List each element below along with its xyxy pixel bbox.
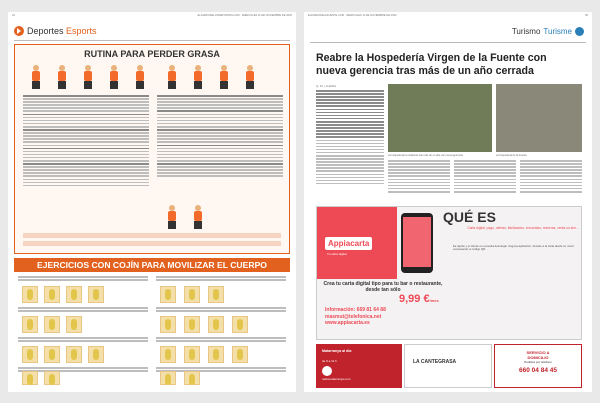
article-col xyxy=(520,160,582,194)
exercise-item xyxy=(18,276,148,282)
exercise-photo xyxy=(208,346,224,363)
routine-text-col xyxy=(23,95,149,188)
routine-box xyxy=(14,44,290,254)
exercise-figure xyxy=(107,65,121,89)
radio-web: radiomatarranya.com xyxy=(322,377,351,381)
routine-text-col xyxy=(157,95,283,179)
ad-contact xyxy=(325,307,386,327)
exercise-item xyxy=(18,337,148,343)
ad-description: Es rápido y el cliente no necesita descargar ninguna aplicación. Accede a la carta desde su móvil escaneando el código QR. xyxy=(453,244,574,252)
article-photo xyxy=(496,84,582,152)
running-head-text: ELDIARIODELOSDEPORTES.COM · MIÉRCOLES 11 DE NOVIEMBRE DE 2020 xyxy=(197,14,292,17)
divider xyxy=(310,42,586,43)
delivery-title: SERVICIO A xyxy=(526,350,550,355)
middle-ad-title: LA CANTEGRASA xyxy=(413,359,457,365)
page-number: 34 xyxy=(12,14,15,17)
delivery-phone: 660 04 84 45 xyxy=(519,367,557,374)
exercise-figure xyxy=(29,65,43,89)
middle-ad xyxy=(404,344,492,388)
exercises-title: EJERCICIOS CON COJÍN PARA MOVILIZAR EL CUERPO xyxy=(14,258,290,272)
exercise-photo xyxy=(184,286,200,303)
exercise-figure xyxy=(81,65,95,89)
exercise-photo xyxy=(88,286,104,303)
photo-caption: La hospedería de la Fuente. xyxy=(496,154,528,157)
exercise-photo xyxy=(160,371,176,385)
exercise-figure xyxy=(165,65,179,89)
exercise-figure xyxy=(191,205,205,229)
exercise-photo xyxy=(232,316,248,333)
ad-cta: Crea tu carta digital tipo para tu bar o restaurante, desde tan sólo xyxy=(323,281,443,293)
exercise-photo xyxy=(208,316,224,333)
section-header xyxy=(14,26,97,36)
page-number: 35 xyxy=(585,14,588,17)
ad-phone: Información: 669 81 64 88 xyxy=(325,307,386,313)
routine-title: RUTINA PARA PERDER GRASA xyxy=(84,49,220,59)
exercise-photo xyxy=(184,346,200,363)
ad-logo-sub: Tu carta digital xyxy=(327,252,347,256)
exercise-item xyxy=(18,307,148,313)
exercise-photo xyxy=(44,316,60,333)
radio-title: Matarranya al dia xyxy=(322,349,352,353)
exercise-photo xyxy=(66,286,82,303)
photo-caption: La hospedería ha reabierto tras más de un año con nueva gerencia. xyxy=(388,154,464,157)
running-head-text: ELDIARIODELAFUENTE.COM · MIÉRCOLES 11 DE NOVIEMBRE DE 2020 xyxy=(308,14,397,17)
bottom-ads xyxy=(316,344,582,388)
right-page xyxy=(304,12,592,392)
radio-sub: de 9 a 11 h xyxy=(322,359,337,363)
exercise-photo xyxy=(160,346,176,363)
article-col xyxy=(388,160,450,194)
delivery-sub: Pedidos por teléfono xyxy=(524,360,552,364)
exercise-photo xyxy=(160,316,176,333)
exercise-photo xyxy=(66,316,82,333)
headline: Reabre la Hospedería Virgen de la Fuente con nueva gerencia tras más de un año cerrada xyxy=(316,52,547,77)
note-bar xyxy=(23,233,281,238)
exercise-photo xyxy=(232,346,248,363)
ad-email[interactable]: masmut@telefonica.net xyxy=(325,313,382,320)
exercise-figure xyxy=(165,205,179,229)
article-col xyxy=(454,160,516,194)
delivery-title-2: DOMICILIO xyxy=(527,355,549,360)
exercise-photo xyxy=(22,286,38,303)
byline: Q. M. | LLEIDA xyxy=(316,84,337,88)
radio-logo-icon xyxy=(322,366,332,376)
exercise-photo xyxy=(22,346,38,363)
running-head xyxy=(12,14,292,17)
exercise-photo xyxy=(22,316,38,333)
ad-logo-panel xyxy=(317,207,397,279)
article-lead xyxy=(316,90,384,186)
delivery-ad xyxy=(494,344,582,388)
section-title: Deportes Esports xyxy=(27,26,97,36)
exercise-figure xyxy=(133,65,147,89)
section-arrow-icon xyxy=(14,26,24,36)
exercise-item xyxy=(156,337,286,343)
exercise-item xyxy=(156,276,286,282)
running-head xyxy=(308,14,588,17)
left-page xyxy=(8,12,296,392)
exercise-photo xyxy=(44,346,60,363)
exercise-photo xyxy=(22,371,38,385)
exercise-item xyxy=(156,307,286,313)
exercise-figure xyxy=(243,65,257,89)
exercise-photo xyxy=(44,286,60,303)
exercise-photo xyxy=(88,346,104,363)
exercise-photo xyxy=(208,286,224,303)
exercise-photo xyxy=(160,286,176,303)
exercise-figure xyxy=(55,65,69,89)
appiacarta-ad xyxy=(316,206,582,340)
ad-price: 9,99 €/mes xyxy=(399,293,439,305)
section-arrow-icon xyxy=(575,27,584,36)
ad-taglines: Carta digital, pago, ofertas, fidelización, encuestas, reservas, venta on-line... xyxy=(467,226,579,230)
exercise-photo xyxy=(184,316,200,333)
exercise-photo xyxy=(44,371,60,385)
radio-ad xyxy=(316,344,402,388)
section-header: Turismo Turisme xyxy=(512,27,584,36)
divider xyxy=(14,40,290,41)
exercise-figure xyxy=(191,65,205,89)
exercise-figure xyxy=(217,65,231,89)
article-photo xyxy=(388,84,492,152)
ad-title: QUÉ ES xyxy=(443,209,496,225)
ad-web[interactable]: www.appiacarta.es xyxy=(325,320,370,326)
ad-logo: Appiacarta xyxy=(325,237,372,250)
phone-icon xyxy=(401,213,433,273)
exercises-grid xyxy=(14,274,290,388)
exercise-photo xyxy=(184,371,200,385)
note-bar xyxy=(23,241,281,246)
exercise-photo xyxy=(66,346,82,363)
